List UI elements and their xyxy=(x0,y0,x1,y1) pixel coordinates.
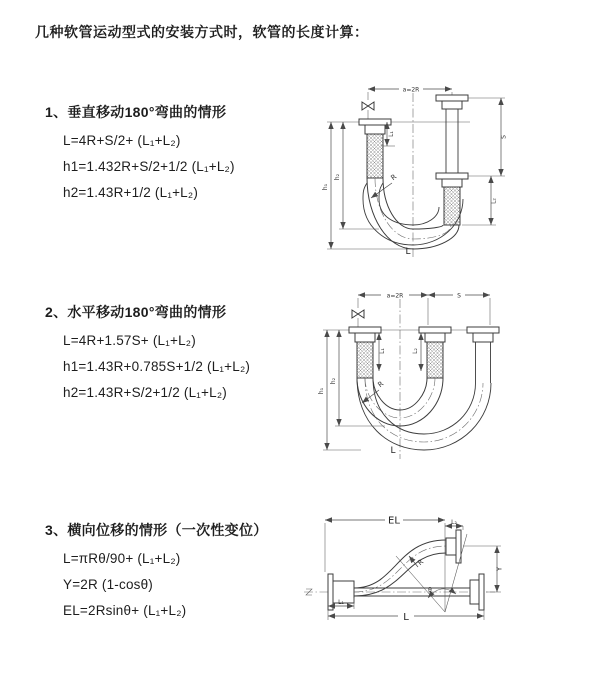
section-2-formula-h2: h2=1.43R+S/2+1/2 (L₁+L₂) xyxy=(63,385,227,400)
valve-icon xyxy=(362,102,374,119)
dim-l2-label: L₂ xyxy=(490,198,498,204)
right-flange-upper xyxy=(436,95,468,109)
braided-hose-left xyxy=(367,134,383,178)
right-flange xyxy=(467,327,499,342)
length-label: L xyxy=(403,612,409,623)
section-1 xyxy=(45,102,320,200)
angle-theta-label: θ xyxy=(428,587,432,594)
dim-h1-label: h₁ xyxy=(322,183,329,191)
diagram-lateral-displacement xyxy=(300,500,600,675)
dim-a2r-label: a=2R xyxy=(402,86,420,94)
dim-l2-label: L₂ xyxy=(451,519,457,526)
dim-y-label: Y xyxy=(495,566,504,572)
right-pipe xyxy=(446,109,458,173)
dim-a2r-label: a=2R xyxy=(386,292,404,300)
valve-icon xyxy=(352,310,364,327)
dim-s-label: S xyxy=(500,135,508,139)
section-2-formula-L: L=4R+1.57S+ (L₁+L₂) xyxy=(63,333,196,348)
length-label: L xyxy=(390,446,396,456)
section-2-formula-h1: h1=1.43R+0.785S+1/2 (L₁+L₂) xyxy=(63,359,251,374)
right-flange xyxy=(470,574,484,610)
right-flange-lower xyxy=(436,173,468,187)
dim-el-label: EL xyxy=(388,515,400,527)
section-1-heading: 1、垂直移动180°弯曲的情形 xyxy=(45,104,227,120)
diagram-vertical-180-bend xyxy=(315,75,600,260)
section-3-formula-Y: Y=2R (1-cosθ) xyxy=(63,577,154,592)
dim-l1-label: L₁ xyxy=(379,348,386,354)
page-title: 几种软管运动型式的安装方式时，软管的长度计算： xyxy=(35,24,369,40)
section-3-formula-L: L=πRθ/90+ (L₁+L₂) xyxy=(63,551,181,566)
left-flange xyxy=(349,327,381,342)
dim-h2-label: h₂ xyxy=(334,173,341,181)
middle-flange xyxy=(419,327,451,342)
section-3 xyxy=(45,520,320,618)
section-3-formula-EL: EL=2Rsinθ+ (L₁+L₂) xyxy=(63,603,187,618)
dim-s-label: S xyxy=(457,292,461,300)
section-1-formula-h1: h1=1.432R+S/2+1/2 (L₁+L₂) xyxy=(63,159,235,174)
section-3-heading: 3、横向位移的情形（一次性变位） xyxy=(45,522,268,538)
section-2 xyxy=(45,302,320,400)
length-label: L xyxy=(405,247,411,257)
dim-l2-label: L₂ xyxy=(412,348,419,354)
right-pipe xyxy=(476,342,491,383)
dim-l1-label: L₁ xyxy=(338,599,344,606)
radius-label: R xyxy=(389,172,399,183)
dim-h1-label: h₁ xyxy=(318,387,325,395)
section-1-formula-L: L=4R+S/2+ (L₁+L₂) xyxy=(63,133,181,148)
diagram-horizontal-180-bend xyxy=(315,283,600,463)
braided-hose-left xyxy=(357,342,373,378)
braided-hose-middle xyxy=(427,342,443,378)
dim-h2-label: h₂ xyxy=(330,377,337,385)
hose-u-bend xyxy=(357,378,491,450)
left-flange xyxy=(359,119,391,134)
section-1-formula-h2: h2=1.43R+1/2 (L₁+L₂) xyxy=(63,185,199,200)
section-2-heading: 2、水平移动180°弯曲的情形 xyxy=(45,304,227,320)
radius-label: R xyxy=(376,379,386,390)
radius-label: R xyxy=(416,557,426,568)
dim-l1-label: L₁ xyxy=(388,131,395,137)
displaced-flange xyxy=(446,530,461,563)
